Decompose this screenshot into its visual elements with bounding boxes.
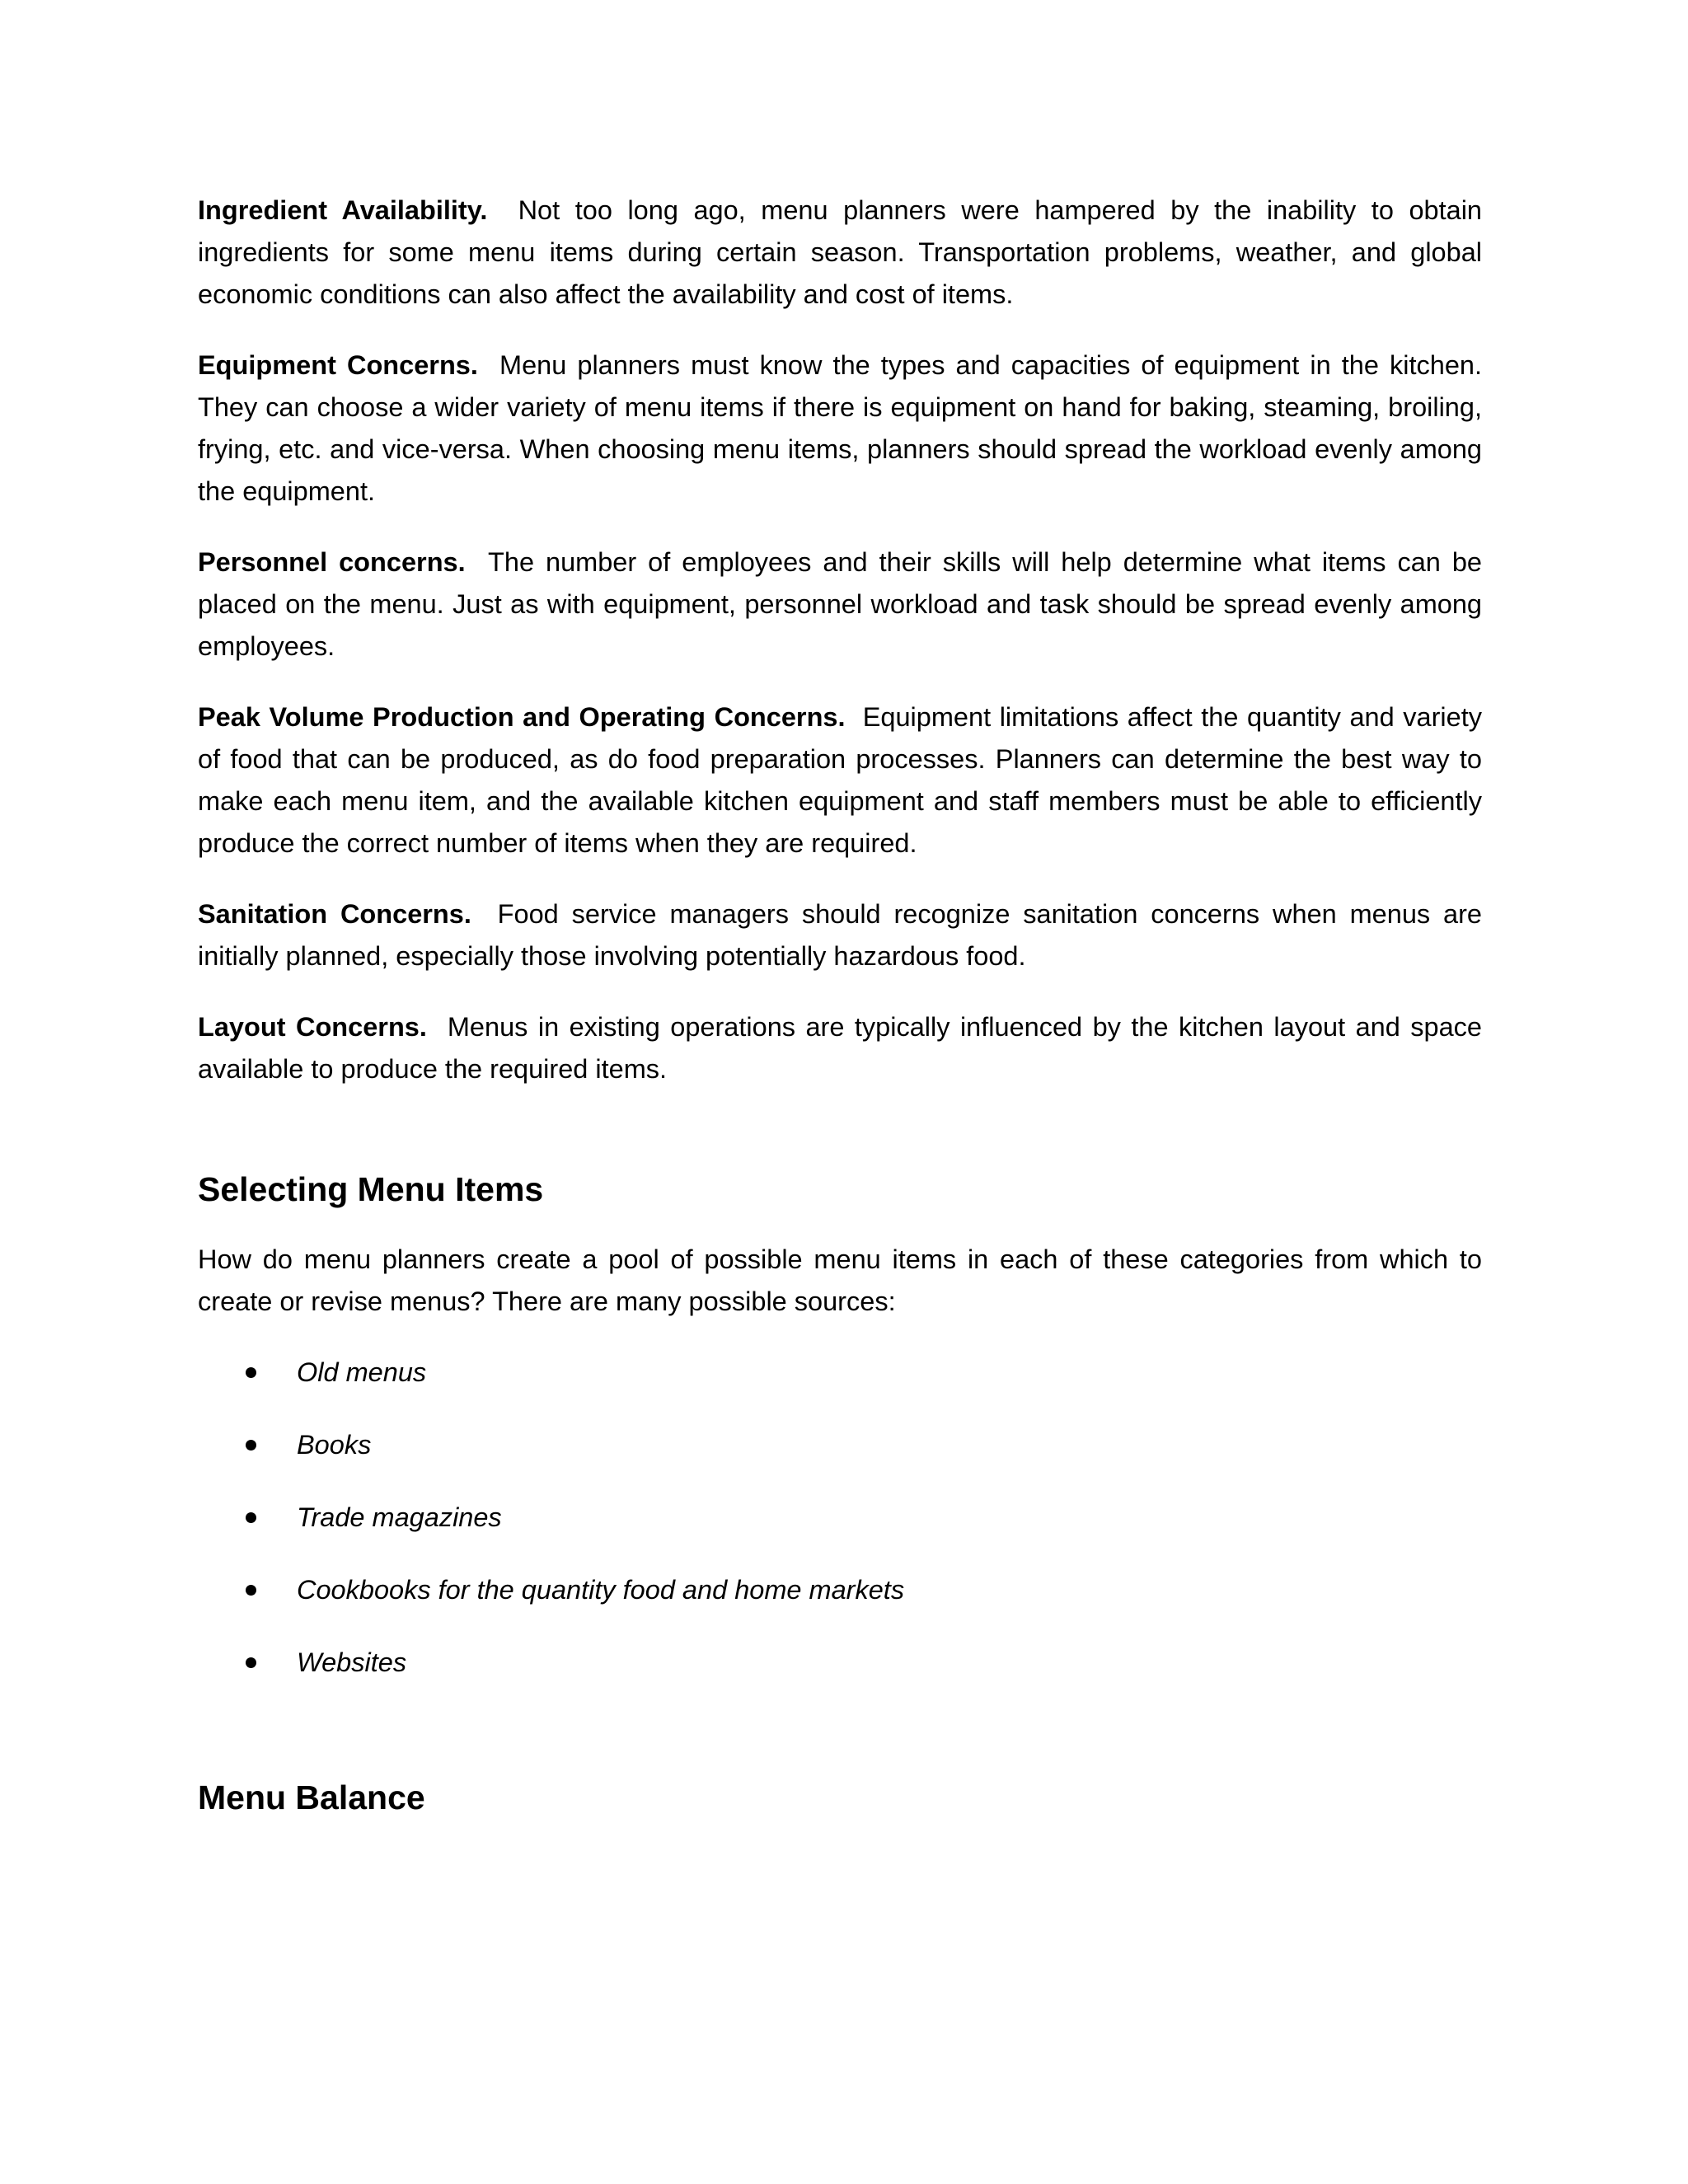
heading-selecting-menu-items: Selecting Menu Items [198, 1170, 544, 1208]
list-item [198, 1569, 1482, 1611]
sources-list [198, 1352, 1482, 1684]
list-item [198, 1497, 1482, 1539]
paragraph-text: Equipment limitations affect the quantity and variety of food that can be produced, as do food preparation processes. Planners can determine the best way to make each menu item, and the available kitchen equipment and staff members must be able to efficiently produce the correct number of items when they are required. [198, 702, 1483, 858]
paragraph-sanitation-concerns [198, 893, 1482, 977]
paragraph-lead: Peak Volume Production and Operating Concerns. [198, 702, 846, 732]
paragraph-equipment-concerns [198, 344, 1482, 513]
bullet-icon [246, 1512, 256, 1523]
list-item [198, 1642, 1482, 1684]
paragraph-lead: Sanitation Concerns. [198, 899, 471, 929]
paragraph-text: Menu planners must know the types and capacities of equipment in the kitchen. They can choose a wider variety of menu items if there is equipment on hand for baking, steaming, broiling, frying, etc. and vice-versa. When choosing menu items, planners should spread the workload evenly among the equipment. [198, 350, 1482, 506]
paragraph-text: Menus in existing operations are typically influenced by the kitchen layout and space available to produce the required items. [198, 1012, 1482, 1084]
list-item [198, 1424, 1482, 1466]
paragraph-text: Food service managers should recognize sanitation concerns when menus are initially planned, especially those involving potentially hazardous food. [198, 899, 1482, 971]
paragraph-peak-volume [198, 696, 1482, 865]
paragraph-lead: Layout Concerns. [198, 1012, 427, 1042]
paragraph-text: The number of employees and their skills will help determine what items can be placed on the menu. Just as with equipment, personnel workload and task should be spread evenly among employees. [198, 547, 1482, 661]
paragraph-lead: Personnel concerns. [198, 547, 466, 577]
bullet-icon [246, 1367, 256, 1378]
document-page [198, 190, 1482, 1822]
list-item [198, 1352, 1482, 1394]
paragraph-ingredient-availability [198, 190, 1482, 316]
paragraph-layout-concerns [198, 1006, 1482, 1090]
list-item-text: Trade magazines [297, 1502, 502, 1532]
bullet-icon [246, 1440, 256, 1451]
bullet-icon [246, 1657, 256, 1668]
list-item-text: Books [297, 1430, 372, 1460]
list-item-text: Old menus [297, 1357, 427, 1387]
list-item-text: Websites [297, 1647, 407, 1677]
bullet-icon [246, 1585, 256, 1596]
paragraph-personnel-concerns [198, 541, 1482, 668]
heading-menu-balance: Menu Balance [198, 1779, 425, 1816]
paragraph-lead: Equipment Concerns. [198, 350, 478, 380]
paragraph-lead: Ingredient Availability. [198, 195, 488, 225]
list-item-text: Cookbooks for the quantity food and home markets [297, 1575, 905, 1605]
paragraph-text: Not too long ago, menu planners were hampered by the inability to obtain ingredients for some menu items during certain season. Transportation problems, weather, and global economic conditions can also affect the availability and cost of items. [198, 195, 1483, 309]
paragraph-selecting-intro: How do menu planners create a pool of possible menu items in each of these categories from which to create or revise menus? There are many possible sources: [198, 1244, 1482, 1316]
